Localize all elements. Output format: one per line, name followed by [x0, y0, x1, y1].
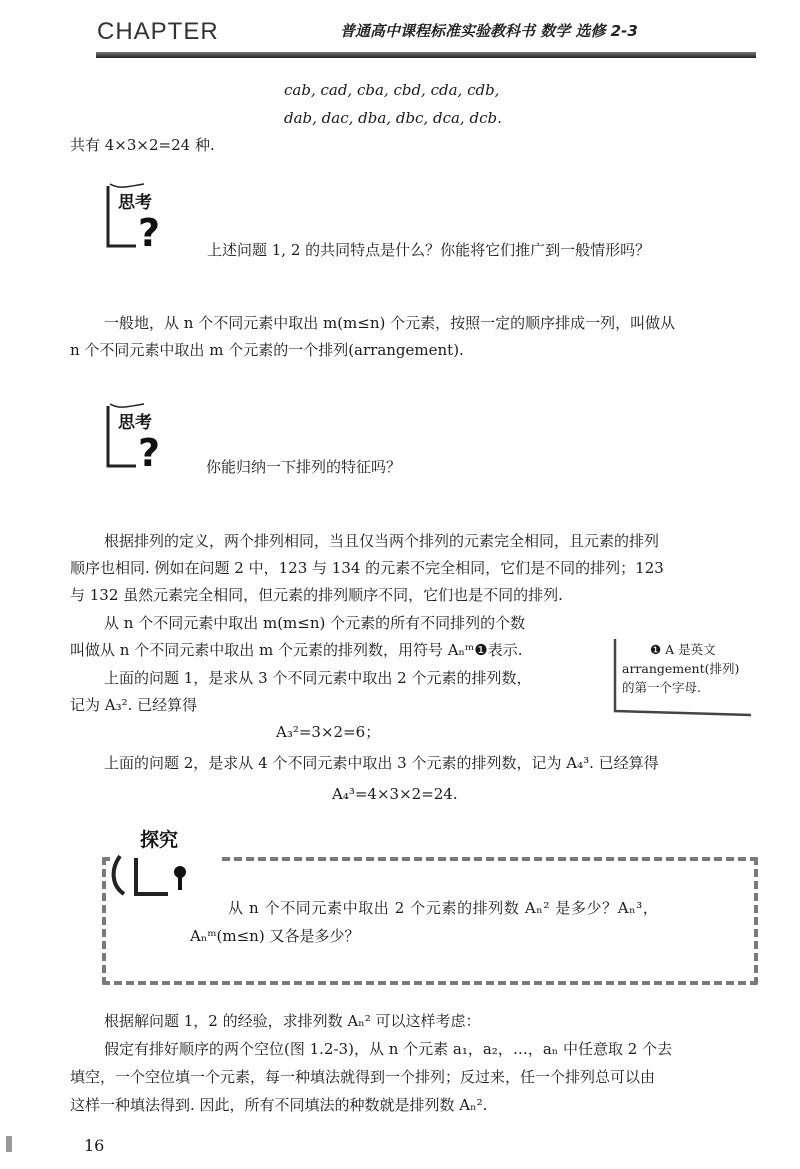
para-solve-line-3: 填空，一个空位填一个元素，每一种填法就得到一个排列；反过来，任一个排列总可以由 [70, 1068, 656, 1086]
para-solve-line-1: 根据解问题 1，2 的经验，求排列数 Aₙ² 可以这样考虑： [104, 1012, 481, 1030]
definition-line-1: 一般地，从 n 个不同元素中取出 m(m≤n) 个元素，按照一定的顺序排成一列，叫做从 [104, 314, 676, 332]
think-icon-label: 思考 [118, 413, 152, 433]
think-icon [100, 180, 170, 252]
para-count-line-2: 叫做从 n 个不同元素中取出 m 个元素的排列数，用符号 Aₙᵐ❶表示. [70, 641, 523, 659]
para-q1-line-1: 上面的问题 1，是求从 3 个不同元素中取出 2 个元素的排列数， [104, 669, 532, 687]
para-q1-line-2: 记为 A₃². 已经算得 [70, 696, 198, 714]
explore-icon-label: 探究 [140, 829, 179, 851]
definition-line-2: n 个不同元素中取出 m 个元素的一个排列(arrangement). [70, 341, 464, 359]
sidenote-line-2: arrangement(排列) [622, 661, 740, 676]
perm-list-line-1: cab, cad, cba, cbd, cda, cdb, [284, 81, 500, 99]
explore-icon [110, 820, 218, 900]
sidenote-line-1: ❶ A 是英文 [650, 642, 716, 657]
sidenote-line-3: 的第一个字母. [622, 680, 701, 695]
svg-text:?: ? [138, 431, 161, 472]
para-solve-line-2: 假定有排好顺序的两个空位(图 1.2-3)，从 n 个元素 a₁，a₂，…，aₙ 中任意取 2 个去 [104, 1040, 673, 1058]
perm-list-line-2: dab, dac, dba, dbc, dca, dcb. [284, 109, 502, 127]
chapter-label: CHAPTER [97, 18, 219, 45]
svg-text:?: ? [138, 211, 161, 252]
para-q2-line-1: 上面的问题 2，是求从 4 个不同元素中取出 3 个元素的排列数，记为 A₄³. 已经算得 [104, 754, 659, 772]
binding-mark [6, 1136, 12, 1152]
formula-a43: A₄³=4×3×2=24. [332, 785, 458, 803]
para-count-line-1: 从 n 个不同元素中取出 m(m≤n) 个元素的所有不同排列的个数 [104, 614, 526, 632]
para-same-line-1: 根据排列的定义，两个排列相同，当且仅当两个排列的元素完全相同，且元素的排列 [104, 532, 660, 550]
book-title: 普通高中课程标准实验教科书 数学 选修 2-3 [340, 22, 638, 40]
para-same-line-2: 顺序也相同. 例如在问题 2 中，123 与 134 的元素不完全相同，它们是不同的排列；123 [70, 559, 664, 577]
explore-line-1: 从 n 个不同元素中取出 2 个元素的排列数 Aₙ² 是多少？Aₙ³， [228, 899, 659, 917]
think-icon [100, 400, 170, 472]
explore-line-2: Aₙᵐ(m≤n) 又各是多少？ [190, 927, 360, 945]
think-question-1: 上述问题 1, 2 的共同特点是什么？你能将它们推广到一般情形吗？ [207, 241, 651, 259]
count-line: 共有 4×3×2=24 种. [70, 136, 215, 154]
formula-a32: A₃²=3×2=6； [276, 723, 381, 741]
think-icon-label: 思考 [118, 193, 152, 213]
page-number: 16 [84, 1136, 105, 1155]
para-same-line-3: 与 132 虽然元素完全相同，但元素的排列顺序不同，它们也是不同的排列. [70, 586, 563, 604]
para-solve-line-4: 这样一种填法得到. 因此，所有不同填法的种数就是排列数 Aₙ². [70, 1096, 488, 1114]
sidenote [622, 640, 750, 697]
header-rule [96, 52, 756, 58]
think-question-2: 你能归纳一下排列的特征吗？ [206, 458, 402, 476]
